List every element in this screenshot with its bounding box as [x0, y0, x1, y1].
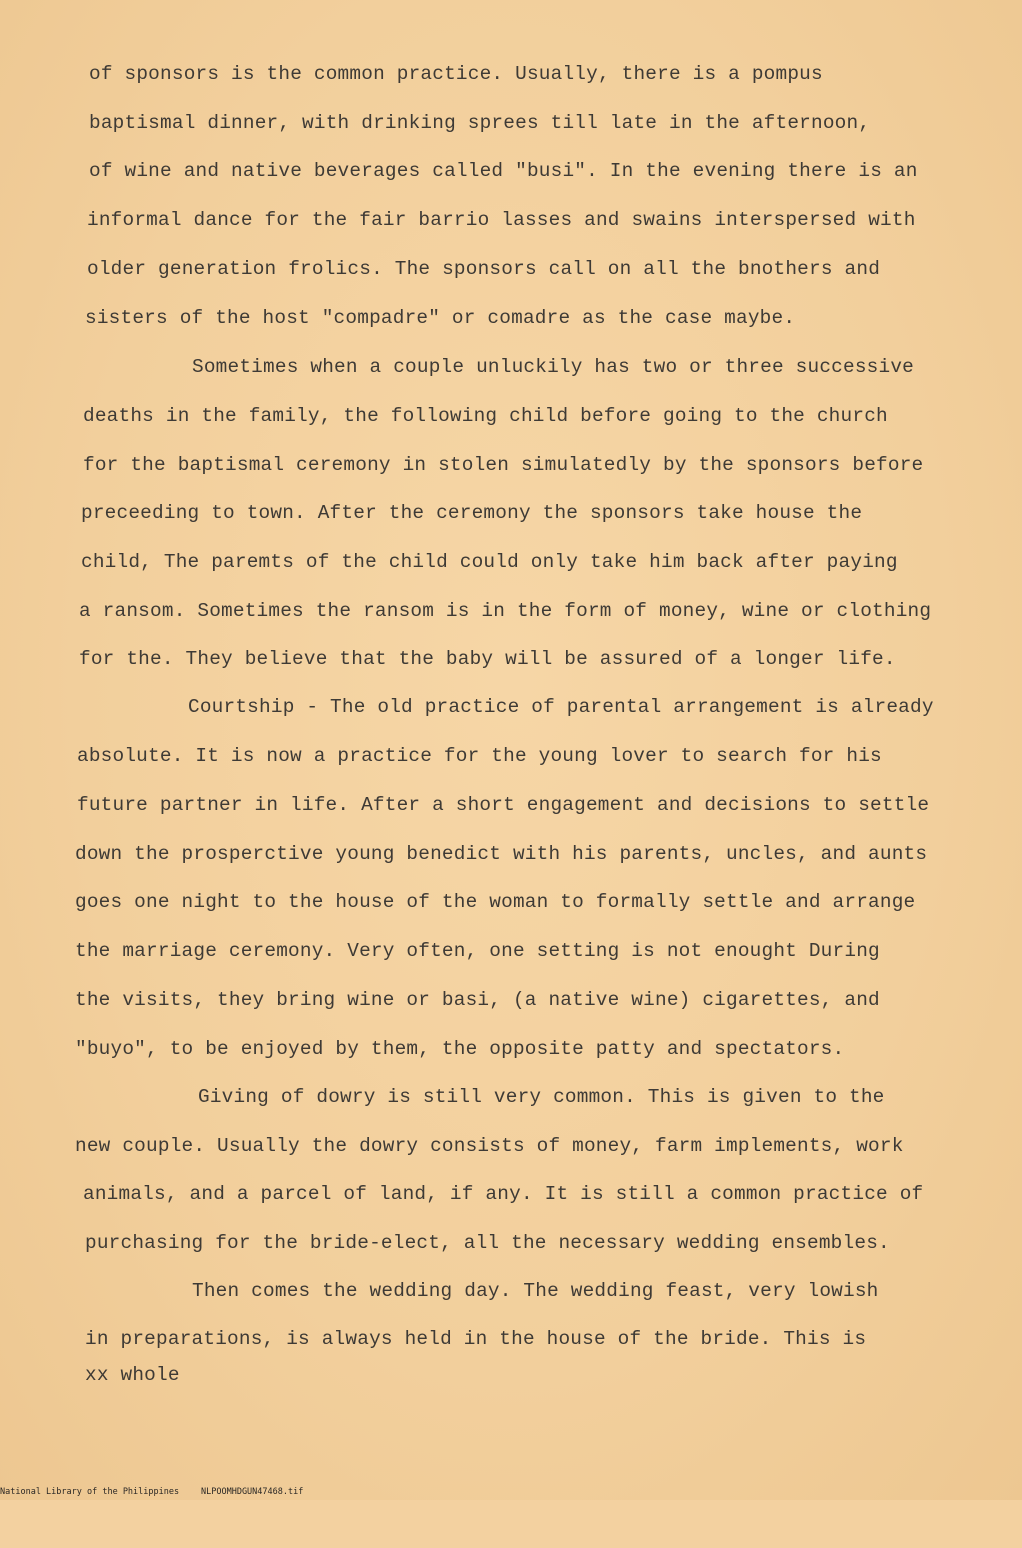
text-line: child, The paremts of the child could only take him back after paying: [81, 551, 898, 573]
text-line: down the prosperctive young benedict with his parents, uncles, and aunts: [75, 843, 928, 865]
text-line: future partner in life. After a short engagement and decisions to settle: [77, 794, 930, 816]
text-line: Sometimes when a couple unluckily has two or three successive: [192, 356, 915, 378]
text-line: the visits, they bring wine or basi, (a native wine) cigarettes, and: [75, 989, 880, 1011]
text-line: deaths in the family, the following child before going to the church: [83, 405, 888, 427]
text-line: "buyo", to be enjoyed by them, the opposite patty and spectators.: [75, 1038, 845, 1060]
text-line: older generation frolics. The sponsors call on all the bnothers and: [87, 258, 881, 280]
text-line: for the. They believe that the baby will be assured of a longer life.: [79, 648, 896, 670]
text-line: in preparations, is always held in the house of the bride. This is: [85, 1328, 867, 1350]
text-line: of sponsors is the common practice. Usually, there is a pompus: [89, 63, 823, 85]
text-line: Giving of dowry is still very common. This is given to the: [198, 1086, 885, 1108]
footer-filename: NLPOOMHDGUN47468.tif: [201, 1487, 304, 1497]
text-line: baptismal dinner, with drinking sprees till late in the afternoon,: [89, 112, 871, 134]
text-line: purchasing for the bride-elect, all the necessary wedding ensembles.: [85, 1232, 890, 1254]
text-line: animals, and a parcel of land, if any. It is still a common practice of: [83, 1183, 924, 1205]
text-line: sisters of the host "compadre" or comadre as the case maybe.: [85, 307, 796, 329]
text-line: of wine and native beverages called "busi". In the evening there is an: [89, 160, 918, 182]
text-line: for the baptismal ceremony in stolen simulatedly by the sponsors before: [83, 454, 924, 476]
text-line: xx whole: [85, 1364, 180, 1386]
text-line: preceeding to town. After the ceremony the sponsors take house the: [81, 502, 863, 524]
text-line: informal dance for the fair barrio lasses and swains interspersed with: [87, 209, 916, 231]
text-line: new couple. Usually the dowry consists of money, farm implements, work: [75, 1135, 904, 1157]
text-line: goes one night to the house of the woman to formally settle and arrange: [75, 891, 916, 913]
text-line: Then comes the wedding day. The wedding feast, very lowish: [192, 1280, 879, 1302]
footer-library: National Library of the Philippines: [0, 1487, 180, 1497]
scan-footer: [0, 1484, 1022, 1500]
text-line: a ransom. Sometimes the ransom is in the form of money, wine or clothing: [79, 600, 932, 622]
text-line: the marriage ceremony. Very often, one setting is not enought During: [75, 940, 880, 962]
text-line: absolute. It is now a practice for the young lover to search for his: [77, 745, 882, 767]
text-line: Courtship - The old practice of parental arrangement is already: [188, 696, 934, 718]
